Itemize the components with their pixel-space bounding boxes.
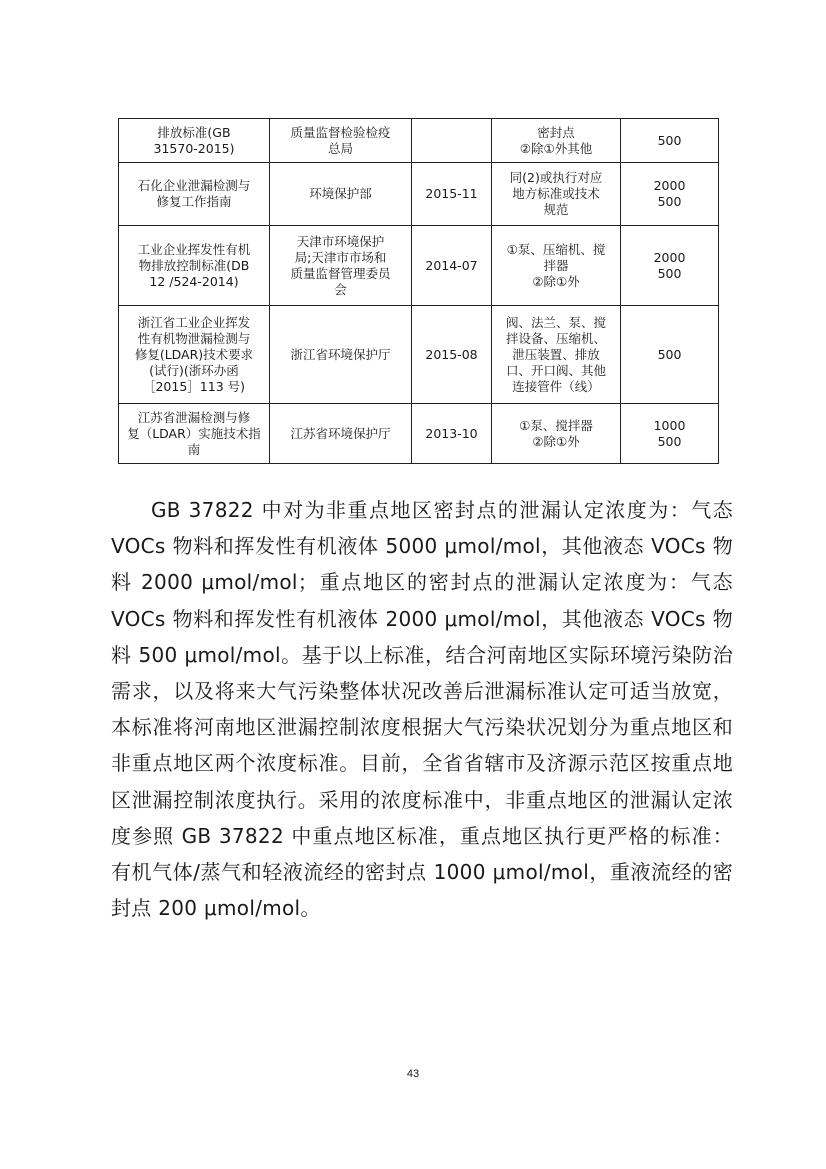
limit-cell: 1000 500: [621, 404, 719, 464]
limit-cell: 500: [621, 119, 719, 163]
body-paragraph: GB 37822 中对为非重点地区密封点的泄漏认定浓度为：气态 VOCs 物料和挥发性有机液体 5000 μmol/mol，其他液态 VOCs 物料 2000 μmol/mol；重点地区的密封点的泄漏认定浓度为：气态 VOCs 物料和挥发性有机液体 2000 μmol/mol，其他液态 VOCs 物料 500 μmol/mol。基于以上标准，结合河南地区实际环境污染防治需求，以及将来大气污染整体状况改善后泄漏标准认定可适当放宽，本标准将河南地区泄漏控制浓度根据大气污染状况划分为重点地区和非重点地区两个浓度标准。目前，全省省辖市及济源示范区按重点地区泄漏控制浓度执行。采用的浓度标准中，非重点地区的泄漏认定浓度参照 GB 37822 中重点地区标准，重点地区执行更严格的标准：有机气体/蒸气和轻液流经的密封点 1000 μmol/mol，重液流经的密封点 200 μmol/mol。: [111, 498, 733, 921]
standard-name-cell: 浙江省工业企业挥发 性有机物泄漏检测与 修复(LDAR)技术要求 (试行)(浙环办函 ［2015］113 号): [119, 306, 270, 404]
scope-cell: 同(2)或执行对应 地方标准或技术 规范: [492, 163, 621, 226]
standard-name-cell: 工业企业挥发性有机 物排放控制标准(DB 12 /524-2014): [119, 226, 270, 306]
table-row: [119, 226, 719, 306]
table-row: [119, 119, 719, 163]
table-row: [119, 404, 719, 464]
issuing-body-cell: 浙江省环境保护厅: [270, 306, 412, 404]
date-cell: 2015-08: [412, 306, 492, 404]
issuing-body-cell: 天津市环境保护 局;天津市市场和 质量监督管理委员 会: [270, 226, 412, 306]
limit-cell: 2000 500: [621, 163, 719, 226]
standard-name-cell: 排放标准(GB 31570-2015): [119, 119, 270, 163]
page-number: 43: [406, 1068, 420, 1080]
standards-table: [118, 118, 719, 464]
issuing-body-cell: 环境保护部: [270, 163, 412, 226]
scope-cell: 密封点 ②除①外其他: [492, 119, 621, 163]
table-row: [119, 163, 719, 226]
limit-cell: 2000 500: [621, 226, 719, 306]
scope-cell: 阀、法兰、泵、搅 拌设备、压缩机、 泄压装置、排放 口、开口阀、其他 连接管件（线）: [492, 306, 621, 404]
standard-name-cell: 石化企业泄漏检测与 修复工作指南: [119, 163, 270, 226]
standard-name-cell: 江苏省泄漏检测与修 复（LDAR）实施技术指 南: [119, 404, 270, 464]
issuing-body-cell: 江苏省环境保护厅: [270, 404, 412, 464]
scope-cell: ①泵、搅拌器 ②除①外: [492, 404, 621, 464]
limit-cell: 500: [621, 306, 719, 404]
table-row: [119, 306, 719, 404]
date-cell: 2013-10: [412, 404, 492, 464]
date-cell: [412, 119, 492, 163]
scope-cell: ①泵、压缩机、搅 拌器 ②除①外: [492, 226, 621, 306]
issuing-body-cell: 质量监督检验检疫 总局: [270, 119, 412, 163]
date-cell: 2015-11: [412, 163, 492, 226]
date-cell: 2014-07: [412, 226, 492, 306]
